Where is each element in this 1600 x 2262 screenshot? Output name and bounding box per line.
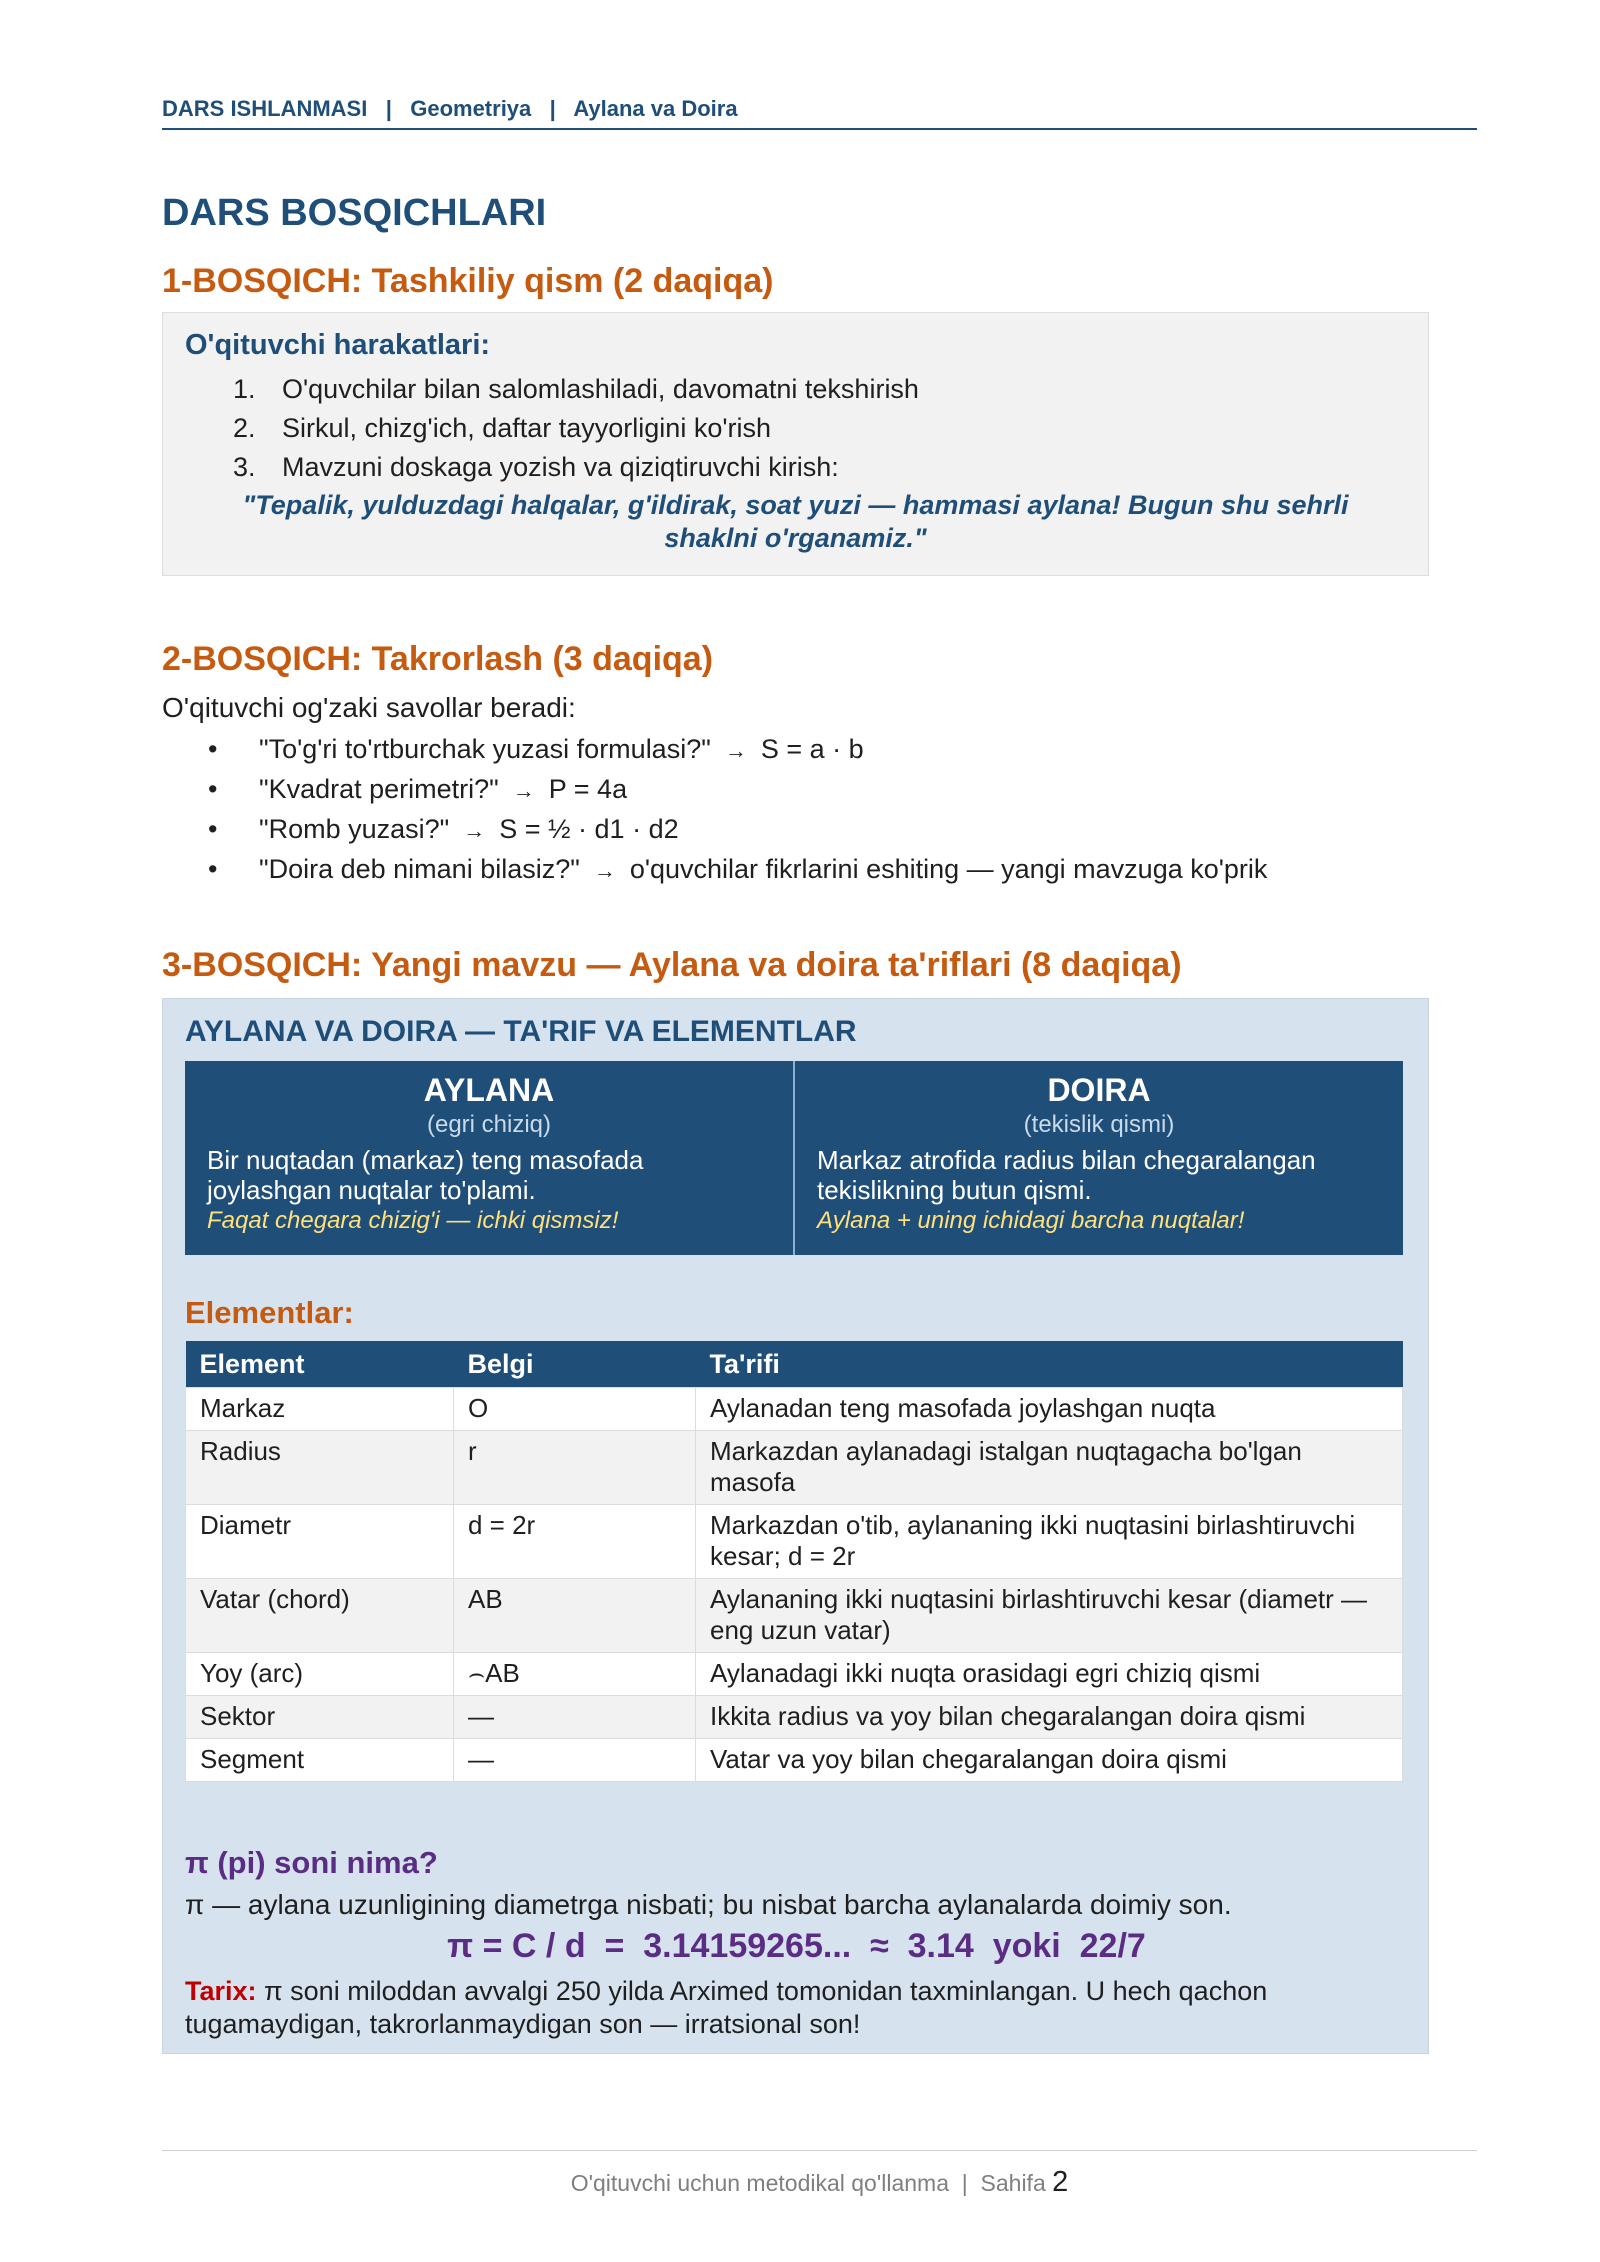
table-cell: Aylanadagi ikki nuqta orasidagi egri chiziq qismi xyxy=(696,1653,1403,1696)
table-row xyxy=(186,1696,1403,1739)
page-footer xyxy=(162,2166,1477,2199)
table-cell: Vatar va yoy bilan chegaralangan doira qismi xyxy=(696,1739,1403,1782)
table-row xyxy=(186,1388,1403,1431)
card-subtitle: (egri chiziq) xyxy=(426,1111,552,1138)
stage3-box xyxy=(162,998,1429,2054)
list-item: • "Kvadrat perimetri?" → P = 4a xyxy=(162,770,1267,810)
list-item: • "Doira deb nimani bilasiz?" → o'quvchilar fikrlarini eshiting — yangi mavzuga ko'prik xyxy=(162,850,1267,890)
column-header: Element xyxy=(186,1341,454,1388)
table-row xyxy=(186,1431,1403,1505)
list-item: 3. Mavzuni doskaga yozish va qiziqtiruvchi kirish: xyxy=(233,452,839,482)
table-row xyxy=(186,1739,1403,1782)
table-cell: — xyxy=(454,1739,696,1782)
card-title: AYLANA xyxy=(423,1072,555,1108)
elements-table xyxy=(185,1341,1403,1782)
definition-cards xyxy=(185,1061,1403,1255)
table-cell: Sektor xyxy=(186,1696,454,1739)
teacher-actions-title: O'qituvchi harakatlari: xyxy=(185,329,491,361)
pi-history xyxy=(185,1975,1385,2041)
stage1-title: 1-BOSQICH: Tashkiliy qism (2 daqiqa) xyxy=(162,262,774,300)
table-cell: Segment xyxy=(186,1739,454,1782)
header-separator: | xyxy=(385,96,392,121)
intro-quote: "Tepalik, yulduzdagi halqalar, g'ildirak, soat yuzi — hammasi aylana! Bugun shu sehrli shaklni o'rganamiz." xyxy=(242,490,1349,553)
definitions-title: AYLANA VA DOIRA — TA'RIF VA ELEMENTLAR xyxy=(185,1015,857,1048)
pi-title: π (pi) soni nima? xyxy=(185,1845,438,1880)
table-cell: Radius xyxy=(186,1431,454,1505)
review-questions-list xyxy=(162,730,1267,890)
list-item: 1. O'quvchilar bilan salomlashiladi, davomatni tekshirish xyxy=(233,374,919,404)
column-header: Belgi xyxy=(454,1341,696,1388)
stage2-intro: O'qituvchi og'zaki savollar beradi: xyxy=(162,692,576,723)
card-note: Aylana + uning ichidagi barcha nuqtalar! xyxy=(817,1207,1245,1234)
arrow-icon: → xyxy=(512,778,535,803)
table-cell: — xyxy=(454,1696,696,1739)
teacher-actions-list xyxy=(185,370,1406,487)
footer-text: O'qituvchi uchun metodikal qo'llanma | Sahifa xyxy=(570,2170,1053,2196)
card-subtitle: (tekislik qismi) xyxy=(1023,1111,1175,1138)
list-item: • "Romb yuzasi?" → S = ½ · d1 · d2 xyxy=(162,810,1267,850)
header-topic: Aylana va Doira xyxy=(573,96,738,121)
pi-formula: π = C / d = 3.14159265... ≈ 3.14 yoki 22/7 xyxy=(447,1927,1146,1965)
arrow-icon: → xyxy=(463,818,486,843)
table-cell: Markazdan aylanadagi istalgan nuqtagacha bo'lgan masofa xyxy=(696,1431,1403,1505)
table-cell: Vatar (chord) xyxy=(186,1579,454,1653)
page-title: DARS BOSQICHLARI xyxy=(162,192,547,234)
card-note: Faqat chegara chizig'i — ichki qismsiz! xyxy=(207,1207,619,1234)
page-number: 2 xyxy=(1052,2166,1069,2198)
table-cell: Ikkita radius va yoy bilan chegaralangan doira qismi xyxy=(696,1696,1403,1739)
pi-definition: π — aylana uzunligining diametrga nisbati; bu nisbat barcha aylanalarda doimiy son. xyxy=(185,1889,1232,1920)
table-cell: Markaz xyxy=(186,1388,454,1431)
footer-divider xyxy=(162,2150,1477,2151)
table-cell: ⌢AB xyxy=(454,1653,696,1696)
header-doc-type: DARS ISHLANMASI xyxy=(162,96,368,121)
table-cell: Aylananing ikki nuqtasini birlashtiruvchi kesar (diametr — eng uzun vatar) xyxy=(696,1579,1403,1653)
table-cell: d = 2r xyxy=(454,1505,696,1579)
table-row xyxy=(186,1505,1403,1579)
stage1-box xyxy=(162,312,1429,576)
card-description: Markaz atrofida radius bilan chegaralangan tekislikning butun qismi. xyxy=(817,1145,1316,1205)
page-header xyxy=(162,96,1477,130)
card-title: DOIRA xyxy=(1047,1072,1151,1108)
table-header-row xyxy=(186,1341,1403,1388)
stage2-title: 2-BOSQICH: Takrorlash (3 daqiqa) xyxy=(162,640,714,678)
table-row xyxy=(186,1653,1403,1696)
card-aylana xyxy=(185,1061,793,1255)
header-separator: | xyxy=(549,96,556,121)
stage3-title: 3-BOSQICH: Yangi mavzu — Aylana va doira ta'riflari (8 daqiqa) xyxy=(162,946,1182,984)
table-row xyxy=(186,1579,1403,1653)
header-subject: Geometriya xyxy=(410,96,532,121)
list-item: • "To'g'ri to'rtburchak yuzasi formulasi?" → S = a · b xyxy=(162,730,1267,770)
card-description: Bir nuqtadan (markaz) teng masofada joylashgan nuqtalar to'plami. xyxy=(207,1145,644,1205)
history-text: π soni miloddan avvalgi 250 yilda Arximed tomonidan taxminlangan. U hech qachon tugamaydigan, takrorlanmaydigan son — irratsional son! xyxy=(185,1976,1268,2039)
card-doira xyxy=(793,1061,1403,1255)
table-cell: Yoy (arc) xyxy=(186,1653,454,1696)
list-item: 2. Sirkul, chizg'ich, daftar tayyorligini ko'rish xyxy=(233,413,771,443)
elements-title: Elementlar: xyxy=(185,1295,354,1330)
column-header: Ta'rifi xyxy=(696,1341,1403,1388)
table-cell: O xyxy=(454,1388,696,1431)
arrow-icon: → xyxy=(724,738,747,763)
table-cell: Markazdan o'tib, aylananing ikki nuqtasini birlashtiruvchi kesar; d = 2r xyxy=(696,1505,1403,1579)
table-cell: Aylanadan teng masofada joylashgan nuqta xyxy=(696,1388,1403,1431)
arrow-icon: → xyxy=(593,858,616,883)
table-cell: Diametr xyxy=(186,1505,454,1579)
table-cell: AB xyxy=(454,1579,696,1653)
history-label: Tarix: xyxy=(185,1976,257,2006)
table-cell: r xyxy=(454,1431,696,1505)
